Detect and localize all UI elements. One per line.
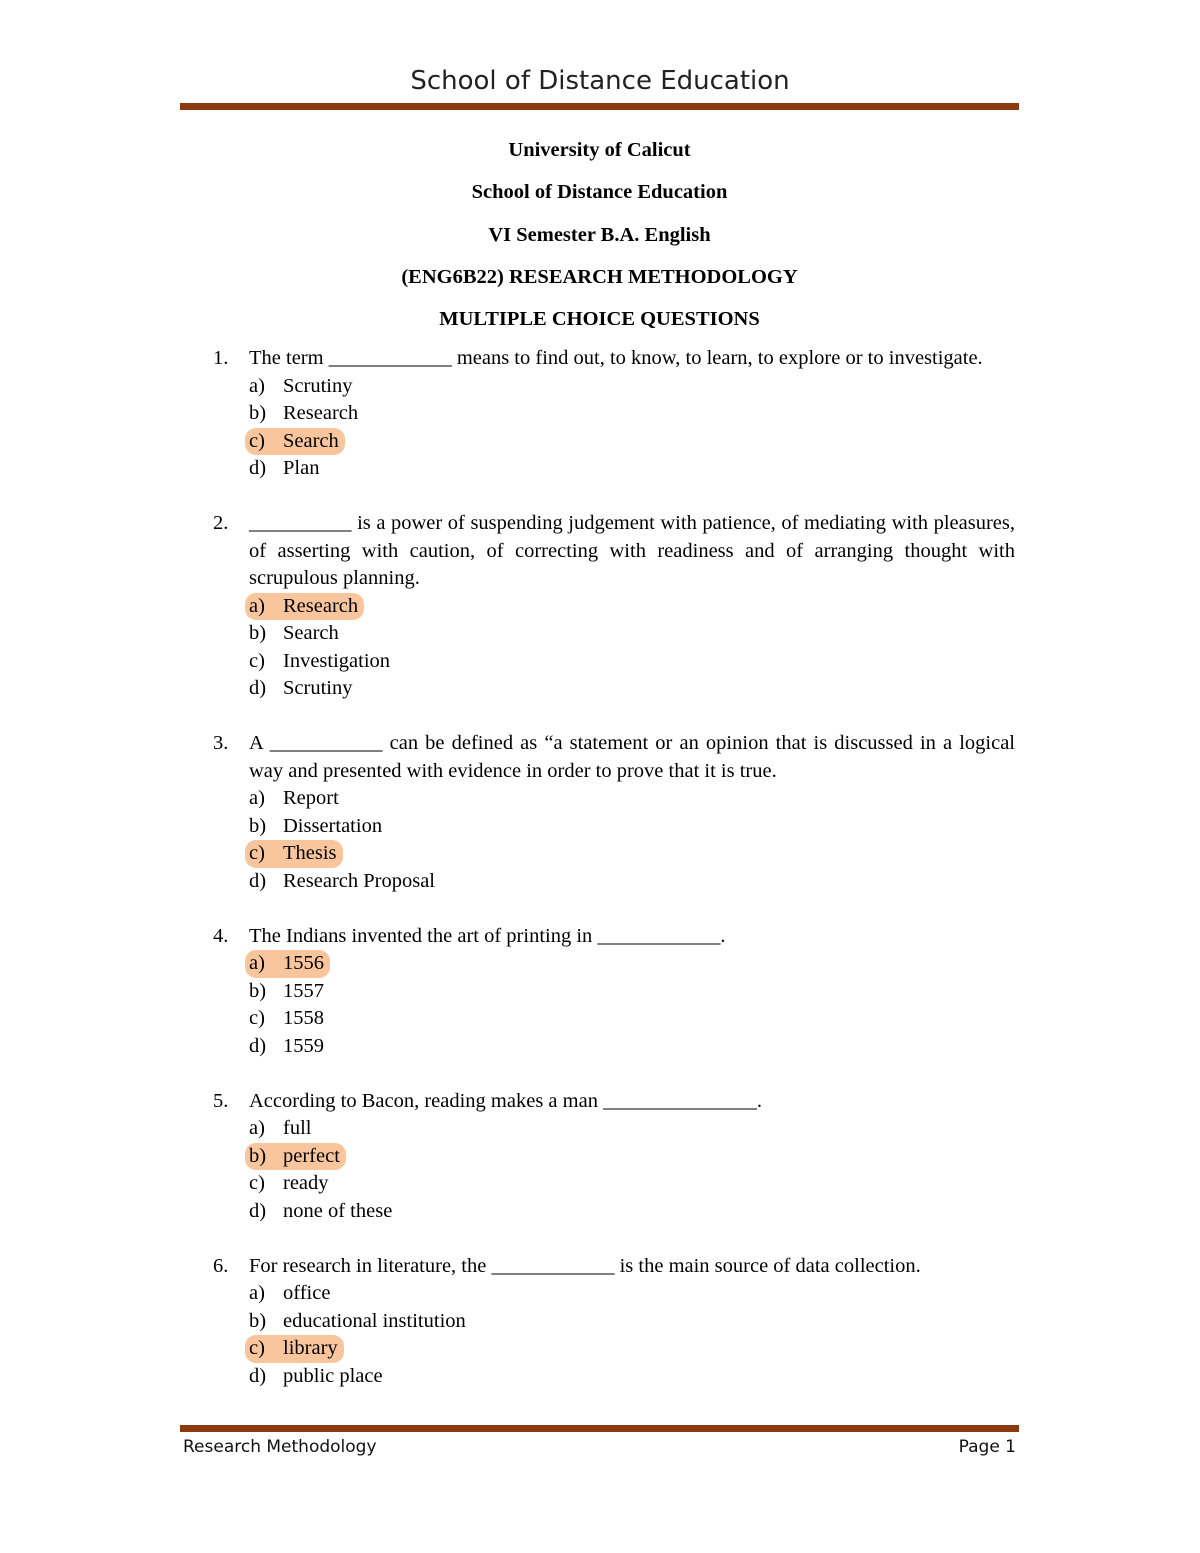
option-letter: a): [249, 1282, 265, 1304]
question-number: 3.: [213, 732, 229, 754]
question-3: [213, 730, 1015, 895]
option-a: [249, 1115, 1015, 1143]
option-text: none of these: [283, 1199, 393, 1222]
option-d: [249, 1033, 1015, 1061]
option-letter: b): [249, 622, 267, 644]
option-d: [249, 675, 1015, 703]
option-b: [249, 400, 1015, 428]
option-list: [249, 950, 1015, 1060]
course-title: (ENG6B22) RESEARCH METHODOLOGY: [401, 265, 798, 288]
question-1: [213, 345, 1015, 483]
option-text: 1556: [283, 952, 324, 974]
question-text: A ___________ can be defined as “a statement or an opinion that is discussed in a logical way and presented with evidence in order to prove that it is true.: [249, 732, 1015, 782]
option-letter: b): [249, 814, 267, 837]
option-d: [249, 1198, 1015, 1226]
option-text: Search: [283, 622, 339, 644]
option-letter: b): [249, 1309, 267, 1332]
question-number: 5.: [213, 1089, 229, 1112]
option-text: office: [283, 1282, 331, 1304]
option-text: Thesis: [283, 842, 337, 864]
question-number: 1.: [213, 347, 229, 369]
option-text: educational institution: [283, 1309, 466, 1332]
option-a: [249, 373, 1015, 401]
option-d: [249, 1363, 1015, 1391]
option-text: Scrutiny: [283, 374, 353, 397]
question-text: For research in literature, the ____________ is the main source of data collection.: [249, 1254, 921, 1277]
option-letter: d): [249, 869, 267, 892]
option-letter: c): [249, 1337, 265, 1359]
question-text: __________ is a power of suspending judgement with patience, of mediating with pleasures, of asserting with caution, of correcting with readiness and of arranging thought with scrupulous planning.: [249, 512, 1015, 589]
option-d: [249, 455, 1015, 483]
option-text: perfect: [283, 1144, 340, 1167]
option-c-highlighted: [249, 840, 1015, 868]
option-c: [249, 1005, 1015, 1033]
question-text: The Indians invented the art of printing in ____________.: [249, 924, 726, 947]
footer-rule: [180, 1425, 1019, 1432]
university-title: University of Calicut: [508, 139, 691, 161]
option-letter: a): [249, 787, 265, 809]
question-4: [213, 923, 1015, 1061]
option-letter: d): [249, 1364, 267, 1387]
option-letter: a): [249, 1117, 265, 1139]
option-text: Research: [283, 594, 359, 617]
option-letter: b): [249, 402, 267, 424]
option-c-highlighted: [249, 428, 1015, 456]
option-letter: a): [249, 374, 265, 397]
semester-title: VI Semester B.A. English: [488, 223, 711, 246]
option-text: Research: [283, 402, 359, 424]
option-letter: d): [249, 677, 267, 699]
option-letter: d): [249, 1199, 267, 1222]
option-text: Plan: [283, 457, 320, 479]
option-c: [249, 648, 1015, 676]
option-list: [249, 1115, 1015, 1225]
question-2: [213, 510, 1015, 703]
option-list: [249, 373, 1015, 483]
option-letter: c): [249, 1172, 265, 1194]
option-letter: d): [249, 457, 267, 479]
option-c: [249, 1170, 1015, 1198]
option-b: [249, 978, 1015, 1006]
option-list: [249, 593, 1015, 703]
option-b: [249, 620, 1015, 648]
option-text: Dissertation: [283, 814, 383, 837]
option-letter: b): [249, 979, 267, 1002]
option-b-highlighted: [249, 1143, 1015, 1171]
option-a-highlighted: [249, 950, 1015, 978]
option-text: Search: [283, 429, 339, 452]
section-title: MULTIPLE CHOICE QUESTIONS: [439, 308, 760, 331]
option-list: [249, 1280, 1015, 1390]
running-header: School of Distance Education: [410, 66, 790, 96]
option-text: full: [283, 1117, 312, 1139]
option-letter: a): [249, 952, 265, 974]
footer-title: Research Methodology: [183, 1437, 377, 1457]
question-text: According to Bacon, reading makes a man _______________.: [249, 1089, 762, 1112]
question-number: 4.: [213, 924, 229, 947]
option-list: [249, 785, 1015, 895]
option-text: library: [283, 1337, 338, 1359]
option-text: 1557: [283, 979, 324, 1002]
option-d: [249, 868, 1015, 896]
option-letter: a): [249, 594, 265, 617]
question-list: [213, 345, 1015, 1418]
page-number: Page 1: [958, 1437, 1016, 1457]
question-6: [213, 1253, 1015, 1391]
option-text: Report: [283, 787, 339, 809]
option-text: Research Proposal: [283, 869, 435, 892]
question-number: 2.: [213, 512, 229, 534]
option-text: ready: [283, 1172, 329, 1194]
question-text: The term ____________ means to find out, to know, to learn, to explore or to investigate.: [249, 347, 983, 369]
school-title: School of Distance Education: [471, 181, 728, 204]
question-5: [213, 1088, 1015, 1226]
question-number: 6.: [213, 1254, 229, 1277]
header-rule: [180, 103, 1019, 110]
option-text: 1559: [283, 1034, 324, 1057]
option-a-highlighted: [249, 593, 1015, 621]
option-b: [249, 813, 1015, 841]
option-text: 1558: [283, 1007, 324, 1029]
option-letter: c): [249, 429, 265, 452]
option-a: [249, 785, 1015, 813]
option-letter: c): [249, 649, 265, 672]
option-text: public place: [283, 1364, 383, 1387]
option-text: Investigation: [283, 649, 391, 672]
option-a: [249, 1280, 1015, 1308]
option-letter: d): [249, 1034, 267, 1057]
option-letter: c): [249, 842, 265, 864]
option-text: Scrutiny: [283, 677, 353, 699]
option-letter: c): [249, 1007, 265, 1029]
option-letter: b): [249, 1144, 267, 1167]
title-block: [180, 136, 1019, 347]
option-b: [249, 1308, 1015, 1336]
option-c-highlighted: [249, 1335, 1015, 1363]
